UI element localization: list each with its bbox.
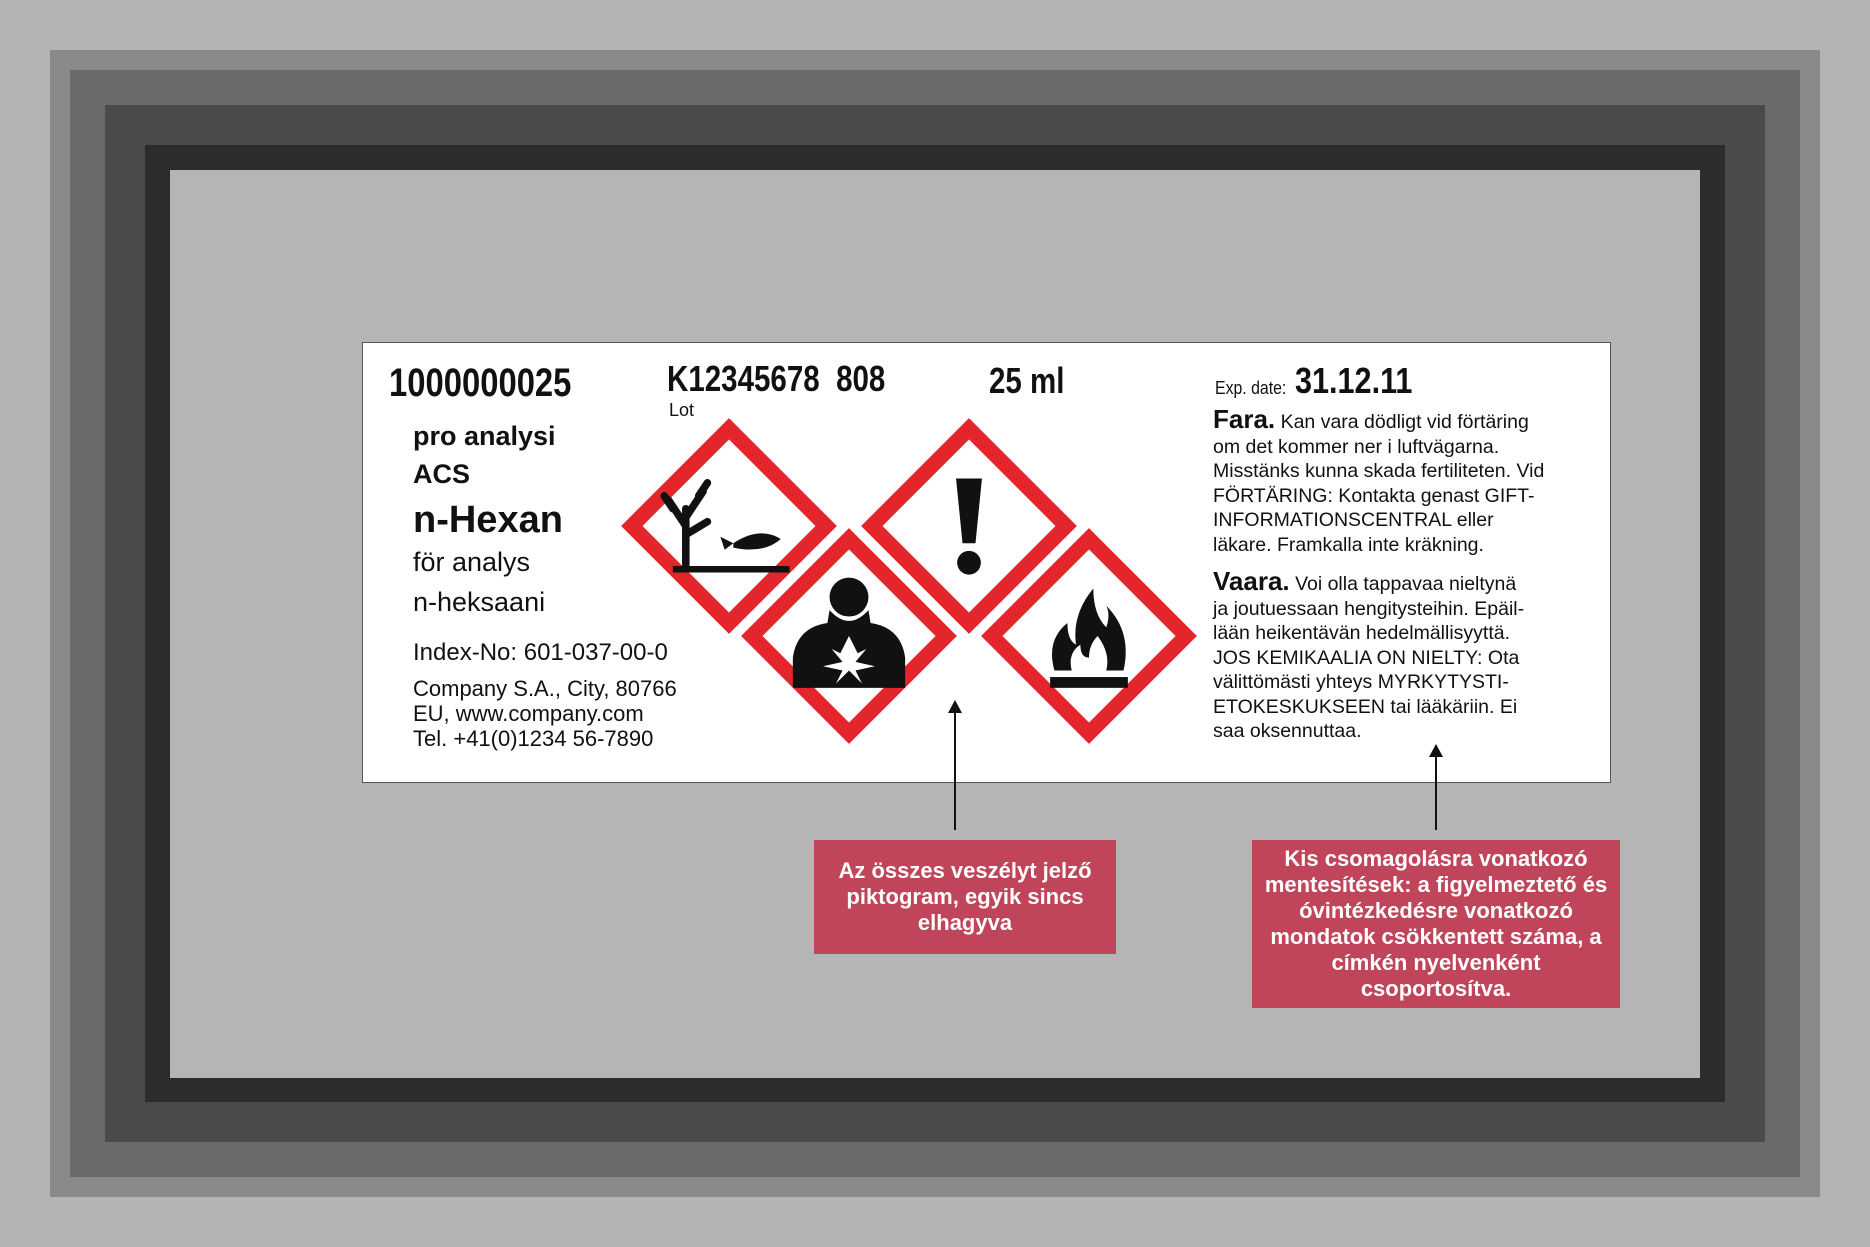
hazard-text-swedish: [1213, 404, 1603, 557]
company-line-2: EU, www.company.com: [413, 701, 644, 726]
health-hazard-icon: [741, 528, 957, 744]
product-name: n-Hexan: [413, 499, 563, 541]
pictogram-arrow-line: [954, 712, 956, 830]
name-finnish: n-heksaani: [413, 587, 546, 617]
fi-line-1: Voi olla tappavaa nieltynä: [1295, 573, 1517, 595]
text-arrow-line: [1435, 756, 1437, 830]
signal-word-finnish: Vaara.: [1213, 566, 1290, 596]
grade-pro-analysi: pro analysi: [413, 421, 556, 451]
exp-date-label: Exp. date:: [1215, 378, 1287, 398]
sv-line-2: om det kommer ner i luftvägarna.: [1213, 435, 1500, 458]
lot-label: Lot: [669, 400, 695, 420]
company-line-3: Tel. +41(0)1234 56-7890: [413, 726, 654, 751]
sv-line-3: Misstänks kunna skada fertiliteten. Vid: [1213, 460, 1545, 482]
lot-code: K12345678 808: [667, 358, 886, 399]
sv-line-6: läkare. Framkalla inte kräkning.: [1213, 533, 1484, 556]
sv-line-5: INFORMATIONSCENTRAL eller: [1213, 509, 1494, 531]
index-number: Index-No: 601-037-00-0: [413, 639, 668, 666]
small-packaging-callout: Kis csomagolásra vonatkozó mentesítések: a figyelmeztető és óvintézkedésre vonatkozó mondatok csökkentett száma, a címkén nyelvenként csoportosítva.: [1252, 840, 1620, 1008]
grade-acs: ACS: [413, 459, 471, 489]
hazard-text-finnish: [1213, 566, 1603, 744]
pictograms-callout: Az összes veszélyt jelző piktogram, egyik sincs elhagyva: [814, 840, 1116, 954]
exp-date-value: 31.12.11: [1295, 360, 1413, 401]
flame-icon: [981, 528, 1197, 744]
fi-line-2: ja joutuessaan hengitysteihin. Epäil-: [1213, 597, 1525, 620]
product-number: 1000000025: [389, 361, 572, 405]
chemical-label: [362, 342, 1611, 783]
signal-word-swedish: Fara.: [1213, 404, 1276, 434]
fi-line-7: saa oksennuttaa.: [1213, 720, 1362, 742]
fi-line-4: JOS KEMIKAALIA ON NIELTY: Ota: [1213, 646, 1520, 669]
sv-line-1: Kan vara dödligt vid förtäring: [1280, 411, 1529, 433]
fi-line-6: ETOKESKUKSEEN tai lääkäriin. Ei: [1213, 695, 1518, 718]
name-swedish: för analys: [413, 547, 531, 577]
fi-line-5: välittömästi yhteys MYRKYTYSTI-: [1213, 671, 1509, 693]
sv-line-4: FÖRTÄRING: Kontakta genast GIFT-: [1213, 484, 1535, 507]
fi-line-3: lään heikentävän hedelmällisyyttä.: [1213, 622, 1511, 644]
volume: 25 ml: [989, 360, 1065, 401]
company-line-1: Company S.A., City, 80766: [413, 676, 677, 701]
